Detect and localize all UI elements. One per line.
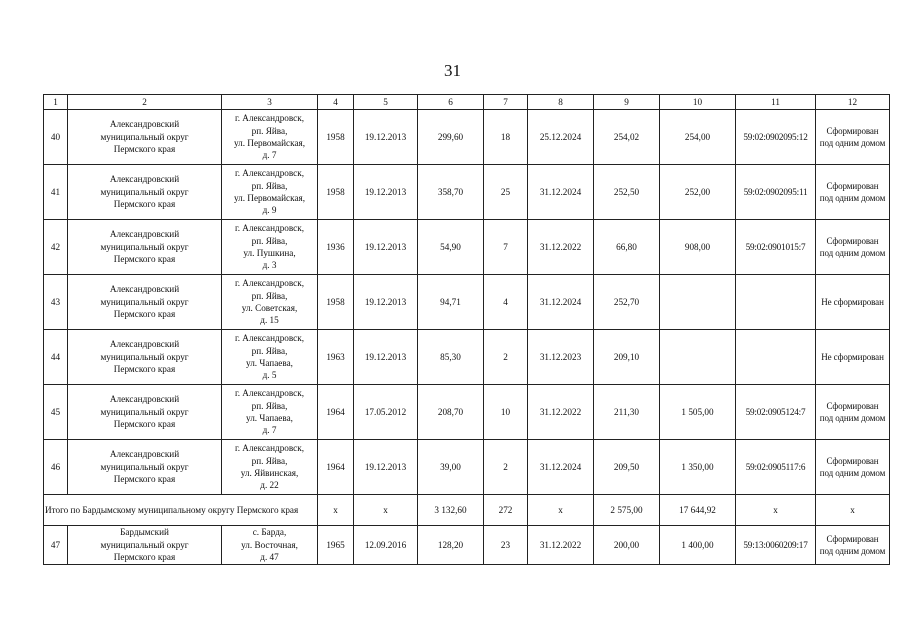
row-number: 45: [44, 385, 68, 440]
address-line: г. Александровск,: [234, 333, 305, 344]
count-cell: 10: [484, 385, 528, 440]
address-cell: [222, 110, 318, 165]
table-row: [44, 330, 890, 385]
year-cell: 1964: [318, 385, 354, 440]
year-cell: 1963: [318, 330, 354, 385]
date-cell: 19.12.2013: [354, 440, 418, 495]
address-line: рп. Яйва,: [251, 180, 288, 191]
status-line: под одним домом: [819, 193, 886, 203]
address-line: ул. Советская,: [241, 303, 298, 313]
address-cell: [222, 220, 318, 275]
table-row: [44, 385, 890, 440]
page-number: 31: [444, 61, 461, 80]
column-number: 8: [528, 95, 594, 110]
municipality-line: Александровский: [109, 174, 180, 185]
address-line: д. 15: [260, 315, 279, 326]
value-cell: 200,00: [594, 526, 660, 565]
status-line: Не сформирован: [821, 296, 884, 307]
municipality-line: муниципальный округ: [100, 351, 189, 362]
date-cell: х: [354, 495, 418, 526]
value-cell: 66,80: [594, 220, 660, 275]
column-number: 6: [418, 95, 484, 110]
area-cell: 94,71: [418, 275, 484, 330]
deadline-cell: 31.12.2024: [528, 165, 594, 220]
cadastral-number-cell: х: [736, 495, 816, 526]
address-line: рп. Яйва,: [251, 125, 288, 136]
municipality-line: Пермского края: [113, 309, 176, 320]
table-row: [44, 526, 890, 565]
address-line: г. Александровск,: [234, 223, 305, 234]
row-number: 41: [44, 165, 68, 220]
area-cell: 358,70: [418, 165, 484, 220]
date-cell: 19.12.2013: [354, 220, 418, 275]
cadastral-number-cell: 59:02:0902095:11: [736, 165, 816, 220]
deadline-cell: 31.12.2022: [528, 220, 594, 275]
address-line: г. Александровск,: [234, 443, 305, 454]
municipality-line: муниципальный округ: [100, 186, 189, 197]
date-cell: 19.12.2013: [354, 330, 418, 385]
land-area-cell: 1 505,00: [660, 385, 736, 440]
year-cell: 1958: [318, 110, 354, 165]
row-number: 44: [44, 330, 68, 385]
count-cell: 23: [484, 526, 528, 565]
status-cell: х: [816, 495, 890, 526]
municipality-line: Пермского края: [113, 474, 176, 485]
status-cell: [816, 165, 890, 220]
municipality-cell: [68, 165, 222, 220]
address-line: г. Александровск,: [234, 278, 305, 289]
cadastral-number-cell: [736, 275, 816, 330]
value-cell: 252,70: [594, 275, 660, 330]
land-area-cell: 254,00: [660, 110, 736, 165]
address-line: ул. Восточная,: [241, 539, 298, 550]
status-cell: [816, 385, 890, 440]
row-number: 40: [44, 110, 68, 165]
address-line: ул. Первомайская,: [233, 138, 306, 148]
housing-registry-table: [43, 94, 890, 565]
status-line: Сформирован: [826, 125, 879, 136]
row-number: 46: [44, 440, 68, 495]
status-line: под одним домом: [819, 546, 886, 556]
municipality-line: Пермского края: [113, 552, 176, 563]
area-cell: 299,60: [418, 110, 484, 165]
municipality-line: Александровский: [109, 449, 180, 460]
status-line: под одним домом: [819, 413, 886, 423]
row-number: 47: [44, 526, 68, 565]
table-row: [44, 110, 890, 165]
cadastral-number-cell: 59:13:0060209:17: [736, 526, 816, 565]
address-line: с. Барда,: [252, 527, 287, 538]
total-value-cell: 2 575,00: [594, 495, 660, 526]
column-number: 11: [736, 95, 816, 110]
status-line: Не сформирован: [821, 351, 884, 362]
address-cell: [222, 165, 318, 220]
count-cell: 25: [484, 165, 528, 220]
status-line: Сформирован: [826, 400, 879, 411]
municipality-line: муниципальный округ: [100, 406, 189, 417]
address-line: ул. Пушкина,: [243, 248, 296, 258]
column-number: 7: [484, 95, 528, 110]
municipality-line: Бардымский: [120, 527, 169, 538]
municipality-cell: [68, 275, 222, 330]
address-line: д. 5: [262, 370, 277, 381]
year-cell: 1958: [318, 165, 354, 220]
land-area-cell: [660, 275, 736, 330]
municipality-line: Александровский: [109, 394, 180, 405]
address-cell: [222, 330, 318, 385]
address-line: рп. Яйва,: [251, 235, 288, 246]
date-cell: 19.12.2013: [354, 275, 418, 330]
area-cell: 128,20: [418, 526, 484, 565]
municipality-line: муниципальный округ: [100, 539, 189, 550]
status-cell: [816, 526, 890, 565]
address-line: г. Александровск,: [234, 168, 305, 179]
year-cell: 1936: [318, 220, 354, 275]
municipality-line: Пермского края: [113, 199, 176, 210]
total-row: [44, 495, 890, 526]
status-line: под одним домом: [819, 138, 886, 148]
status-cell: [816, 220, 890, 275]
address-cell: [222, 385, 318, 440]
area-cell: 39,00: [418, 440, 484, 495]
address-line: д. 7: [262, 425, 277, 436]
status-line: Сформирован: [826, 235, 879, 246]
status-cell: [816, 110, 890, 165]
status-line: под одним домом: [819, 248, 886, 258]
status-line: Сформирован: [826, 533, 879, 544]
cadastral-number-cell: 59:02:0905124:7: [736, 385, 816, 440]
municipality-line: Пермского края: [113, 144, 176, 155]
municipality-line: Александровский: [109, 284, 180, 295]
municipality-line: муниципальный округ: [100, 131, 189, 142]
value-cell: 209,10: [594, 330, 660, 385]
total-land-area-cell: 17 644,92: [660, 495, 736, 526]
address-line: д. 47: [260, 552, 279, 563]
value-cell: 209,50: [594, 440, 660, 495]
deadline-cell: 31.12.2022: [528, 385, 594, 440]
count-cell: 2: [484, 440, 528, 495]
count-cell: 18: [484, 110, 528, 165]
column-number: 3: [222, 95, 318, 110]
year-cell: х: [318, 495, 354, 526]
column-number: 10: [660, 95, 736, 110]
cadastral-number-cell: 59:02:0905117:6: [736, 440, 816, 495]
municipality-line: Александровский: [109, 339, 180, 350]
municipality-cell: [68, 440, 222, 495]
address-line: ул. Чапаева,: [246, 413, 293, 423]
address-line: г. Александровск,: [234, 113, 305, 124]
land-area-cell: 1 350,00: [660, 440, 736, 495]
municipality-line: муниципальный округ: [100, 241, 189, 252]
column-number: 2: [68, 95, 222, 110]
column-number: 1: [44, 95, 68, 110]
land-area-cell: [660, 330, 736, 385]
count-cell: 4: [484, 275, 528, 330]
deadline-cell: х: [528, 495, 594, 526]
land-area-cell: 1 400,00: [660, 526, 736, 565]
table-row: [44, 165, 890, 220]
date-cell: 12.09.2016: [354, 526, 418, 565]
value-cell: 254,02: [594, 110, 660, 165]
column-number: 5: [354, 95, 418, 110]
address-line: рп. Яйва,: [251, 455, 288, 466]
municipality-cell: [68, 110, 222, 165]
column-number-row: [44, 95, 890, 110]
cadastral-number-cell: [736, 330, 816, 385]
address-line: ул. Яйвинская,: [240, 468, 299, 478]
municipality-line: Александровский: [109, 229, 180, 240]
date-cell: 19.12.2013: [354, 110, 418, 165]
deadline-cell: 31.12.2022: [528, 526, 594, 565]
status-line: под одним домом: [819, 468, 886, 478]
municipality-line: муниципальный округ: [100, 461, 189, 472]
address-line: д. 3: [262, 260, 277, 271]
table-row: [44, 220, 890, 275]
address-line: ул. Чапаева,: [246, 358, 293, 368]
column-number: 4: [318, 95, 354, 110]
total-count-cell: 272: [484, 495, 528, 526]
year-cell: 1965: [318, 526, 354, 565]
row-number: 42: [44, 220, 68, 275]
count-cell: 2: [484, 330, 528, 385]
cadastral-number-cell: 59:02:0902095:12: [736, 110, 816, 165]
date-cell: 19.12.2013: [354, 165, 418, 220]
area-cell: 54,90: [418, 220, 484, 275]
address-line: г. Александровск,: [234, 388, 305, 399]
table-body: [44, 95, 890, 565]
column-number: 12: [816, 95, 890, 110]
value-cell: 211,30: [594, 385, 660, 440]
year-cell: 1964: [318, 440, 354, 495]
municipality-cell: [68, 330, 222, 385]
address-line: ул. Первомайская,: [233, 193, 306, 203]
municipality-line: Пермского края: [113, 364, 176, 375]
status-line: Сформирован: [826, 180, 879, 191]
address-line: рп. Яйва,: [251, 290, 288, 301]
area-cell: 208,70: [418, 385, 484, 440]
municipality-cell: [68, 385, 222, 440]
municipality-line: Пермского края: [113, 419, 176, 430]
municipality-cell: [68, 220, 222, 275]
address-line: рп. Яйва,: [251, 345, 288, 356]
municipality-cell: [68, 526, 222, 565]
date-cell: 17.05.2012: [354, 385, 418, 440]
status-cell: [816, 330, 890, 385]
deadline-cell: 31.12.2024: [528, 275, 594, 330]
total-label: Итого по Бардымскому муниципальному округу Пермского края: [44, 495, 318, 526]
count-cell: 7: [484, 220, 528, 275]
deadline-cell: 31.12.2024: [528, 440, 594, 495]
land-area-cell: 908,00: [660, 220, 736, 275]
address-line: д. 9: [262, 205, 277, 216]
address-cell: [222, 526, 318, 565]
table-row: [44, 275, 890, 330]
status-cell: [816, 440, 890, 495]
status-cell: [816, 275, 890, 330]
deadline-cell: 31.12.2023: [528, 330, 594, 385]
land-area-cell: 252,00: [660, 165, 736, 220]
cadastral-number-cell: 59:02:0901015:7: [736, 220, 816, 275]
address-cell: [222, 275, 318, 330]
municipality-line: Пермского края: [113, 254, 176, 265]
total-area-cell: 3 132,60: [418, 495, 484, 526]
municipality-line: Александровский: [109, 119, 180, 130]
address-line: д. 22: [260, 480, 279, 491]
status-line: Сформирован: [826, 455, 879, 466]
deadline-cell: 25.12.2024: [528, 110, 594, 165]
column-number: 9: [594, 95, 660, 110]
address-line: рп. Яйва,: [251, 400, 288, 411]
year-cell: 1958: [318, 275, 354, 330]
address-cell: [222, 440, 318, 495]
row-number: 43: [44, 275, 68, 330]
value-cell: 252,50: [594, 165, 660, 220]
address-line: д. 7: [262, 150, 277, 161]
municipality-line: муниципальный округ: [100, 296, 189, 307]
table-row: [44, 440, 890, 495]
area-cell: 85,30: [418, 330, 484, 385]
